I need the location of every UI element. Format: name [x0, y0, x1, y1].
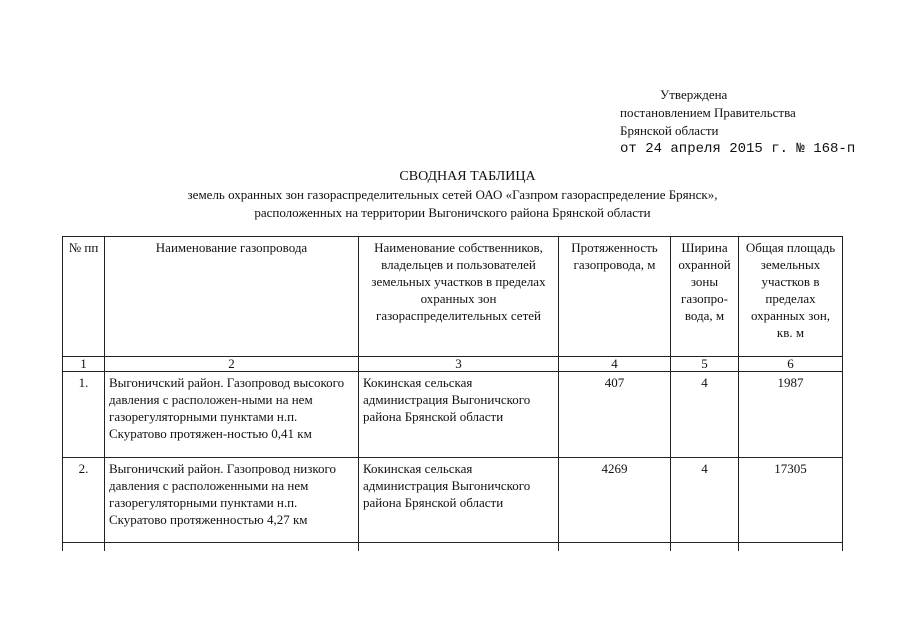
header-cell: Общая площадь земельных участков в пределах охранных зон, кв. м [739, 237, 843, 357]
pipeline-length: 4269 [559, 458, 671, 543]
land-owner: Кокинская сельская администрация Выгоничского района Брянской области [359, 372, 559, 458]
summary-table [62, 236, 843, 551]
approval-block [620, 86, 855, 158]
pipeline-name: Выгоничский район. Газопровод низкого давления с расположенными на нем газорегуляторными пунктами н.п. Скуратово протяженностью 4,27 км [105, 458, 359, 543]
header-cell: Протяженность газопровода, м [559, 237, 671, 357]
row-number: 1. [63, 372, 105, 458]
zone-width: 4 [671, 372, 739, 458]
column-number: 5 [671, 357, 739, 372]
header-cell: Ширина охранной зоны газопро-вода, м [671, 237, 739, 357]
approval-line-1: Утверждена [660, 87, 728, 102]
pipeline-name: Выгоничский район. Газопровод высокого давления с расположен-ными на нем газорегуляторными пунктами н.п. Скуратово протяжен-ностью 0,41 км [105, 372, 359, 458]
column-number: 4 [559, 357, 671, 372]
approval-date-line: от 24 апреля 2015 г. № 168-п [620, 141, 856, 157]
column-number: 1 [63, 357, 105, 372]
approval-line-2: постановлением Правительства [620, 105, 796, 120]
approval-line-3: Брянской области [620, 123, 719, 138]
table-row [63, 458, 843, 543]
title-line-2: земель охранных зон газораспределительных сетей ОАО «Газпром газораспределение Брянск», [187, 187, 718, 202]
column-number: 6 [739, 357, 843, 372]
pipeline-length: 407 [559, 372, 671, 458]
header-cell: Наименование газопровода [105, 237, 359, 357]
title-line-1: СВОДНАЯ ТАБЛИЦА [399, 169, 536, 184]
table-continuation-row [63, 543, 843, 552]
zone-width: 4 [671, 458, 739, 543]
table-row [63, 372, 843, 458]
column-number: 3 [359, 357, 559, 372]
header-cell: Наименование собственников, владельцев и пользователей земельных участков в пределах охранных зон газораспределительных сетей [359, 237, 559, 357]
row-number: 2. [63, 458, 105, 543]
column-number: 2 [105, 357, 359, 372]
land-owner: Кокинская сельская администрация Выгоничского района Брянской области [359, 458, 559, 543]
total-area: 17305 [739, 458, 843, 543]
document-title [0, 168, 905, 222]
column-number-row [63, 357, 843, 372]
total-area: 1987 [739, 372, 843, 458]
title-line-3: расположенных на территории Выгоничского района Брянской области [254, 205, 651, 220]
header-cell: № пп [63, 237, 105, 357]
table-header-row [63, 237, 843, 357]
